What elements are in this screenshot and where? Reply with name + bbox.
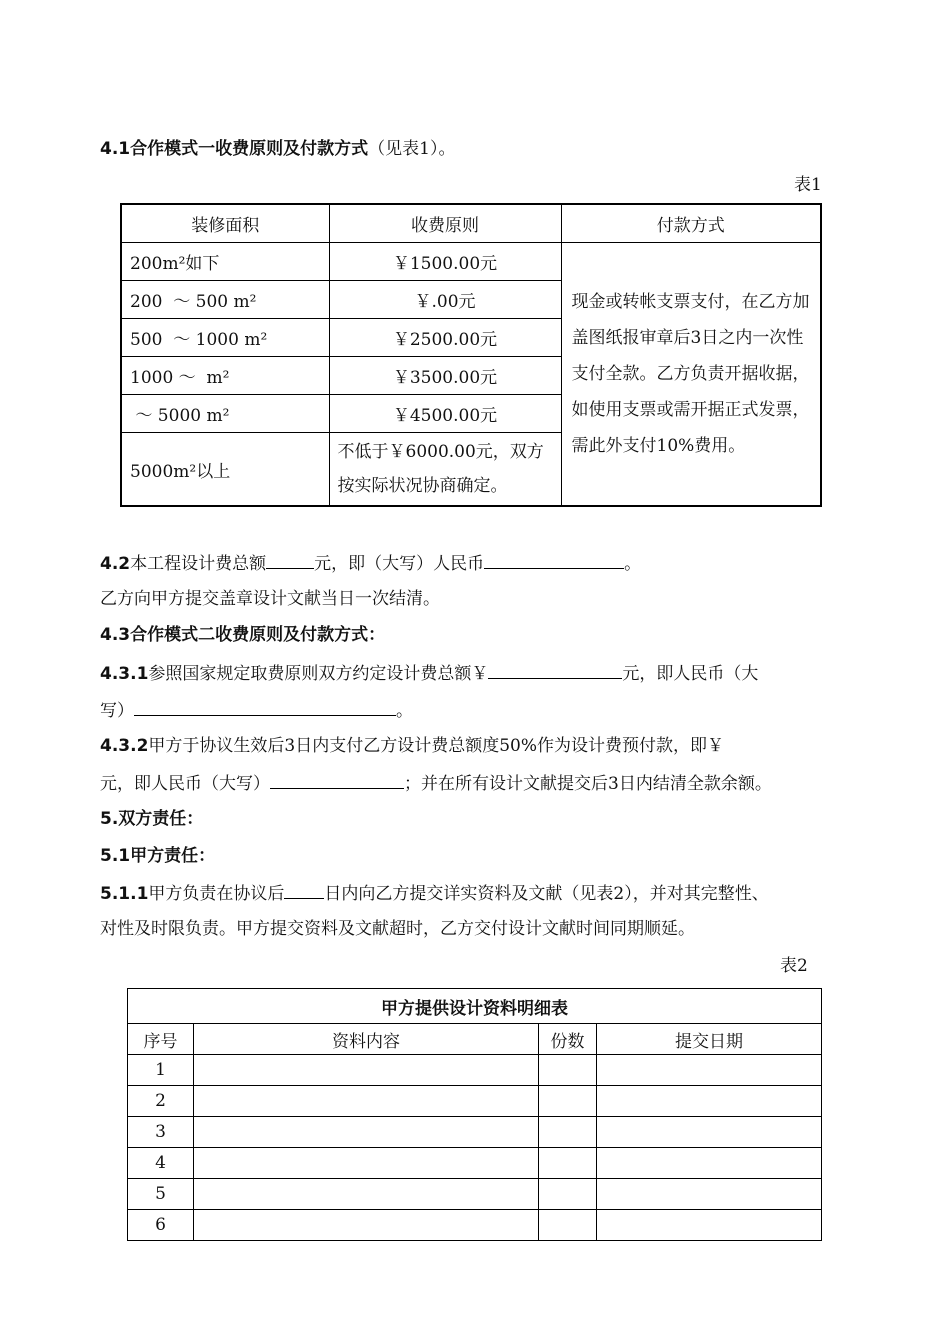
content-cell[interactable]	[194, 1179, 539, 1210]
fee-cell: ￥1500.00元	[329, 243, 561, 281]
copies-cell[interactable]	[539, 1117, 597, 1148]
section-4-3-1-line2	[100, 697, 413, 723]
section-number: 4.3.2	[100, 736, 149, 756]
date-cell[interactable]	[597, 1055, 822, 1086]
table-row	[121, 243, 821, 281]
text: 甲方负责在协议后	[148, 884, 285, 904]
header-content: 资料内容	[194, 1024, 539, 1055]
header-copies: 份数	[539, 1024, 597, 1055]
header-area: 装修面积	[121, 204, 329, 243]
materials-table	[127, 988, 822, 1241]
section-4-3-1	[100, 660, 758, 686]
fee-cell: ￥4500.00元	[329, 395, 561, 433]
section-title: 合作模式一收费原则及付款方式	[130, 139, 369, 159]
copies-cell[interactable]	[539, 1055, 597, 1086]
section-number: 5.1.1	[100, 884, 149, 904]
amount-blank	[488, 660, 622, 679]
table-row	[128, 1210, 822, 1241]
table-row	[128, 1117, 822, 1148]
seq-cell: 4	[128, 1148, 194, 1179]
table-row	[128, 1055, 822, 1086]
amount-blank	[266, 550, 314, 569]
section-4-3-2	[100, 734, 724, 758]
section-title: 合作模式二收费原则及付款方式：	[130, 625, 386, 645]
copies-cell[interactable]	[539, 1086, 597, 1117]
date-cell[interactable]	[597, 1210, 822, 1241]
content-cell[interactable]	[194, 1086, 539, 1117]
text: 日内向乙方提交详实资料及文献（见表2），并对其完整性、	[324, 884, 769, 904]
content-cell[interactable]	[194, 1117, 539, 1148]
section-number: 4.2	[100, 554, 131, 574]
table1-caption: 表1	[794, 175, 822, 195]
text: 元，即（大写）人民币	[314, 554, 485, 574]
text: 元，即人民币（大	[622, 664, 759, 684]
table-header-row	[128, 1024, 822, 1055]
fee-cell: ￥3500.00元	[329, 357, 561, 395]
table-row	[128, 1148, 822, 1179]
text: ；并在所有设计文献提交后3日内结清全款余额。	[404, 774, 772, 794]
text: 写）	[100, 701, 134, 721]
uppercase-amount-blank	[484, 550, 624, 569]
table2-caption: 表2	[780, 956, 808, 976]
uppercase-amount-blank	[134, 697, 396, 716]
section-4-3-2-line2	[100, 770, 772, 796]
table-title: 甲方提供设计资料明细表	[128, 989, 822, 1024]
section-number: 4.3	[100, 625, 131, 645]
area-cell: ～ 5000 m²	[121, 395, 329, 433]
seq-cell: 3	[128, 1117, 194, 1148]
date-cell[interactable]	[597, 1086, 822, 1117]
seq-cell: 6	[128, 1210, 194, 1241]
copies-cell[interactable]	[539, 1148, 597, 1179]
content-cell[interactable]	[194, 1210, 539, 1241]
section-5-1-1	[100, 880, 769, 906]
text: 本工程设计费总额	[130, 554, 267, 574]
copies-cell[interactable]	[539, 1179, 597, 1210]
section-5-heading: 5.双方责任：	[100, 809, 204, 829]
table-row	[128, 1179, 822, 1210]
text: 。	[396, 701, 413, 721]
section-number: 4.1	[100, 139, 131, 159]
section-5-1-1-line2: 对性及时限负责。甲方提交资料及文献超时，乙方交付设计文献时间同期顺延。	[100, 919, 695, 939]
fee-table	[120, 203, 822, 507]
table-title-row	[128, 989, 822, 1024]
section-4-2-line2: 乙方向甲方提交盖章设计文献当日一次结清。	[100, 589, 440, 609]
text: 参照国家规定取费原则双方约定设计费总额￥	[148, 664, 489, 684]
copies-cell[interactable]	[539, 1210, 597, 1241]
section-number: 4.3.1	[100, 664, 149, 684]
section-5-1-heading: 5.1甲方责任：	[100, 846, 216, 866]
date-cell[interactable]	[597, 1148, 822, 1179]
area-cell: 200m²如下	[121, 243, 329, 281]
header-fee: 收费原则	[329, 204, 561, 243]
table-row	[128, 1086, 822, 1117]
table-header-row	[121, 204, 821, 243]
fee-cell: 不低于￥6000.00元，双方按实际状况协商确定。	[329, 433, 561, 507]
payment-method-cell: 现金或转帐支票支付，在乙方加盖图纸报审章后3日之内一次性支付全款。乙方负责开据收据，如使用支票或需开据正式发票，需此外支付10%费用。	[561, 243, 821, 507]
content-cell[interactable]	[194, 1055, 539, 1086]
seq-cell: 5	[128, 1179, 194, 1210]
area-cell: 1000 ～ m²	[121, 357, 329, 395]
area-cell: 5000m²以上	[121, 433, 329, 507]
section-note: （见表1）。	[368, 139, 456, 159]
content-cell[interactable]	[194, 1148, 539, 1179]
seq-cell: 1	[128, 1055, 194, 1086]
uppercase-amount-blank	[270, 770, 404, 789]
text: 。	[624, 554, 642, 574]
header-payment: 付款方式	[561, 204, 821, 243]
area-cell: 200 ～ 500 m²	[121, 281, 329, 319]
fee-cell: ￥.00元	[329, 281, 561, 319]
text: 甲方于协议生效后3日内支付乙方设计费总额度50%作为设计费预付款，即￥	[148, 736, 725, 756]
header-seq: 序号	[128, 1024, 194, 1055]
header-date: 提交日期	[597, 1024, 822, 1055]
date-cell[interactable]	[597, 1117, 822, 1148]
text: 元，即人民币（大写）	[100, 774, 270, 794]
days-blank	[284, 880, 324, 899]
section-4-1-heading	[100, 137, 455, 161]
seq-cell: 2	[128, 1086, 194, 1117]
fee-cell: ￥2500.00元	[329, 319, 561, 357]
date-cell[interactable]	[597, 1179, 822, 1210]
section-4-3-heading	[100, 623, 385, 647]
section-4-2	[100, 550, 641, 576]
area-cell: 500 ～ 1000 m²	[121, 319, 329, 357]
